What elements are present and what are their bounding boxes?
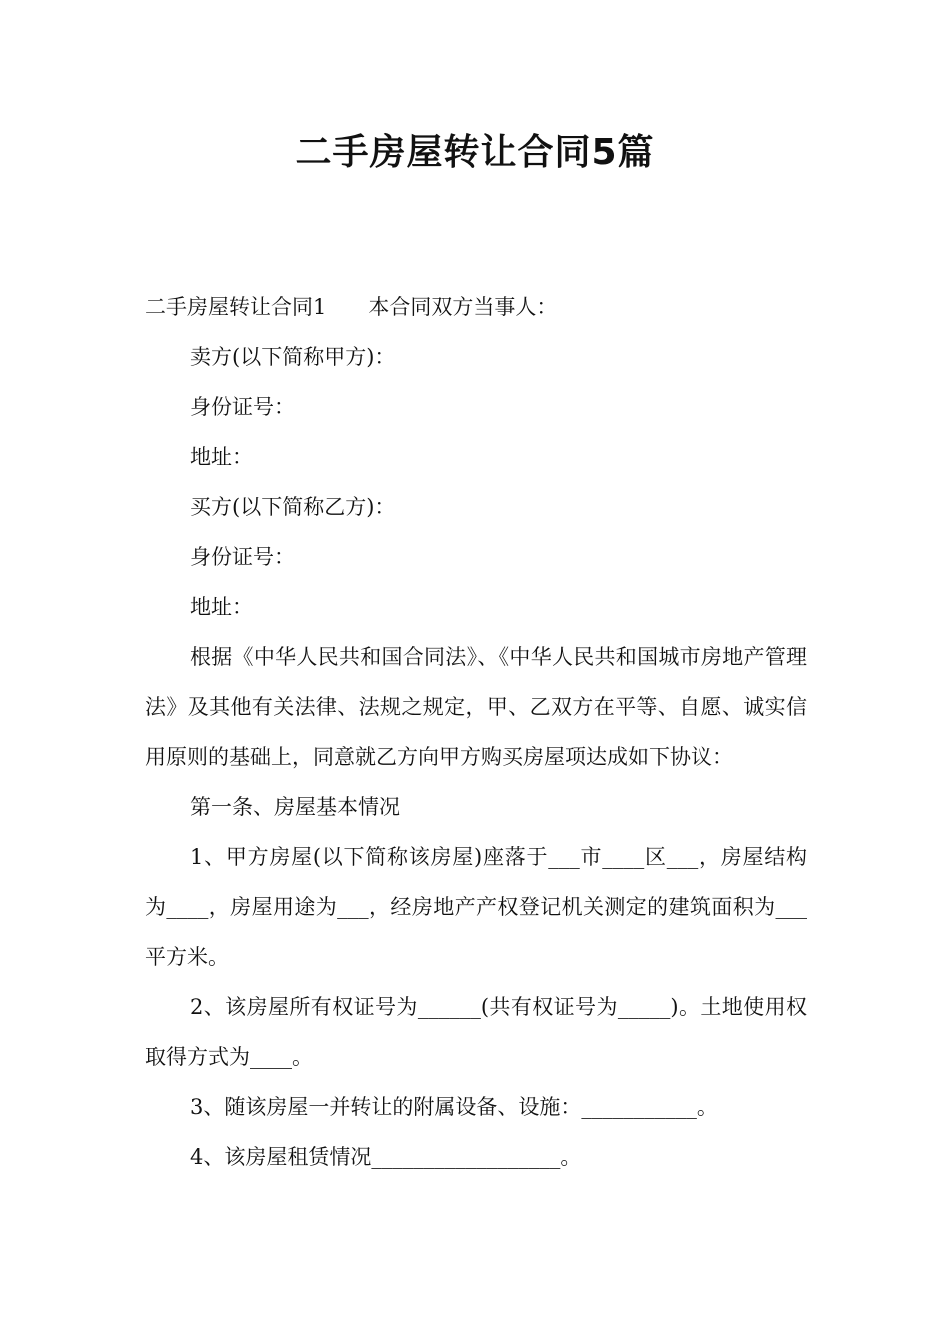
seller-address-line: 地址：: [190, 445, 253, 469]
buyer-address-line: 地址：: [190, 595, 253, 619]
clause-1: 1、甲方房屋(以下简称该房屋)座落于___市____区___，房屋结构为____，房屋用途为___，经房地产产权登记机关测定的建筑面积为___平方米。: [145, 845, 807, 969]
document-title: 二手房屋转让合同5篇: [295, 132, 655, 173]
article-one-heading: 第一条、房屋基本情况: [190, 795, 400, 819]
contract-heading-line: [145, 282, 807, 332]
clause-3: 3、随该房屋一并转让的附属设备、设施：___________。: [190, 1095, 718, 1119]
contract-parties-intro: 本合同双方当事人：: [368, 295, 558, 319]
document-body: [145, 282, 807, 1182]
seller-line: 卖方(以下简称甲方)：: [190, 345, 396, 369]
legal-basis-paragraph: 根据《中华人民共和国合同法》、《中华人民共和国城市房地产管理法》及其他有关法律、法规之规定，甲、乙双方在平等、自愿、诚实信用原则的基础上，同意就乙方向甲方购买房屋项达成如下协议：: [145, 645, 807, 769]
buyer-line: 买方(以下简称乙方)：: [190, 495, 396, 519]
buyer-id-line: 身份证号：: [190, 545, 295, 569]
clause-2: 2、该房屋所有权证号为______(共有权证号为_____)。土地使用权取得方式为____。: [145, 995, 807, 1069]
seller-id-line: 身份证号：: [190, 395, 295, 419]
clause-4: 4、该房屋租赁情况__________________。: [190, 1145, 582, 1169]
contract-number-label: 二手房屋转让合同1: [145, 295, 327, 319]
